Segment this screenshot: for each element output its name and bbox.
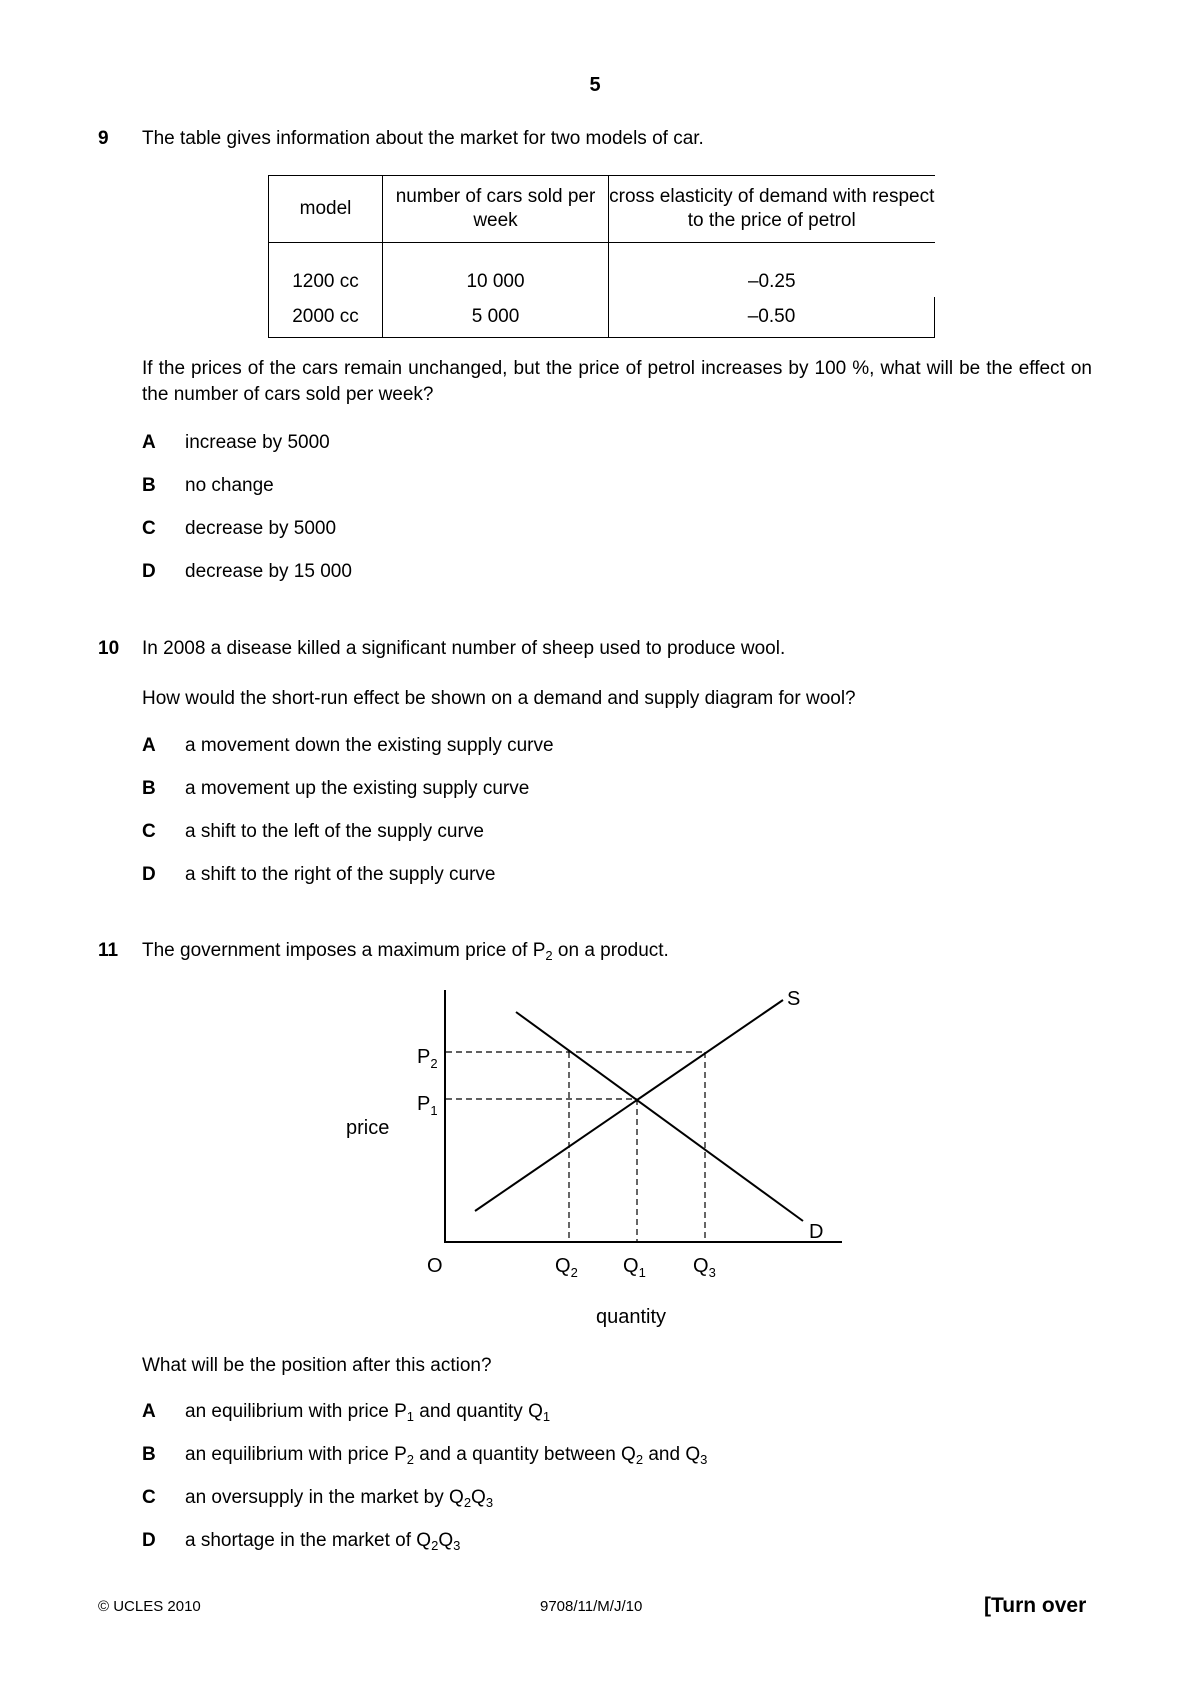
demand-curve xyxy=(516,1012,803,1221)
question-9-stem: The table gives information about the market for two models of car. xyxy=(142,128,704,149)
q11-option-c-text: an oversupply in the market by $Q_2Q_3$ xyxy=(185,1487,494,1510)
q9-option-c-text: decrease by 5000 xyxy=(185,518,337,539)
q9-option-c-letter: C xyxy=(142,518,156,539)
question-9-question: If the prices of the cars remain unchanged, but the price of petrol increases by 100 %, what will be the effect on the number of cars sold per week? xyxy=(142,358,1092,405)
table-cell-model: 1200 cc xyxy=(269,243,383,298)
table-header-cross-elasticity: cross elasticity of demand with respect to the price of petrol xyxy=(609,175,935,243)
q9-option-a-text: increase by 5000 xyxy=(185,432,330,453)
demand-label: D xyxy=(809,1221,824,1243)
p1-label: $P_1$ xyxy=(417,1093,438,1118)
x-axis-label: quantity xyxy=(596,1306,667,1328)
origin-label: O xyxy=(427,1255,443,1277)
q11-option-a-letter: A xyxy=(142,1401,156,1422)
footer-turn-over: [Turn over xyxy=(984,1594,1087,1617)
supply-label: S xyxy=(787,988,801,1010)
question-10-stem: In 2008 a disease killed a significant number of sheep used to produce wool. xyxy=(142,638,786,659)
table-cell-cross-elasticity: –0.50 xyxy=(609,297,935,338)
footer-paper-code: 9708/11/M/J/10 xyxy=(540,1598,643,1615)
supply-curve xyxy=(475,1000,783,1211)
q10-option-c-text: a shift to the left of the supply curve xyxy=(185,821,484,842)
question-10-question: How would the short-run effect be shown on a demand and supply diagram for wool? xyxy=(142,688,856,709)
table-cell-cars-sold: 10 000 xyxy=(383,243,609,298)
question-11-question: What will be the position after this action? xyxy=(142,1355,492,1376)
table-header-model: model xyxy=(269,175,383,243)
q10-option-a-letter: A xyxy=(142,735,156,756)
q11-option-a-text: an equilibrium with price $P_1$ and quantity $Q_1$ xyxy=(185,1401,551,1424)
q11-option-b-letter: B xyxy=(142,1444,156,1465)
y-axis-label: price xyxy=(346,1117,390,1139)
table-cell-cars-sold: 5 000 xyxy=(383,297,609,338)
page-number: 5 xyxy=(589,74,601,96)
question-11-stem: The government imposes a maximum price of $P_2$ on a product. xyxy=(142,940,669,963)
q9-option-b-text: no change xyxy=(185,475,274,496)
q11-option-d-letter: D xyxy=(142,1530,156,1551)
table-cell-model: 2000 cc xyxy=(269,297,383,338)
q1-label: $Q_1$ xyxy=(623,1255,646,1280)
q10-option-d-letter: D xyxy=(142,864,156,885)
q10-option-c-letter: C xyxy=(142,821,156,842)
footer-copyright: © UCLES 2010 xyxy=(98,1598,201,1615)
q11-option-c-letter: C xyxy=(142,1487,156,1508)
q3-label: $Q_3$ xyxy=(693,1255,716,1280)
q9-option-d-letter: D xyxy=(142,561,156,582)
table-cell-cross-elasticity: –0.25 xyxy=(747,271,796,292)
q11-option-b-text: an equilibrium with price $P_2$ and a quantity between $Q_2$ and $Q_3$ xyxy=(185,1444,708,1467)
question-10-number: 10 xyxy=(98,638,120,659)
table-header-cars-sold: number of cars sold per week xyxy=(383,175,609,243)
q10-option-d-text: a shift to the right of the supply curve xyxy=(185,864,496,885)
q11-option-d-text: a shortage in the market of $Q_2Q_3$ xyxy=(185,1530,461,1553)
q9-option-b-letter: B xyxy=(142,475,156,496)
q9-option-a-letter: A xyxy=(142,432,156,453)
q2-label: $Q_2$ xyxy=(555,1255,578,1280)
q10-option-b-text: a movement up the existing supply curve xyxy=(185,778,530,799)
q9-option-d-text: decrease by 15 000 xyxy=(185,561,352,582)
q10-option-b-letter: B xyxy=(142,778,156,799)
question-9-number: 9 xyxy=(98,128,109,149)
q10-option-a-text: a movement down the existing supply curve xyxy=(185,735,554,756)
p2-label: $P_2$ xyxy=(417,1046,438,1071)
question-11-number: 11 xyxy=(98,940,119,961)
